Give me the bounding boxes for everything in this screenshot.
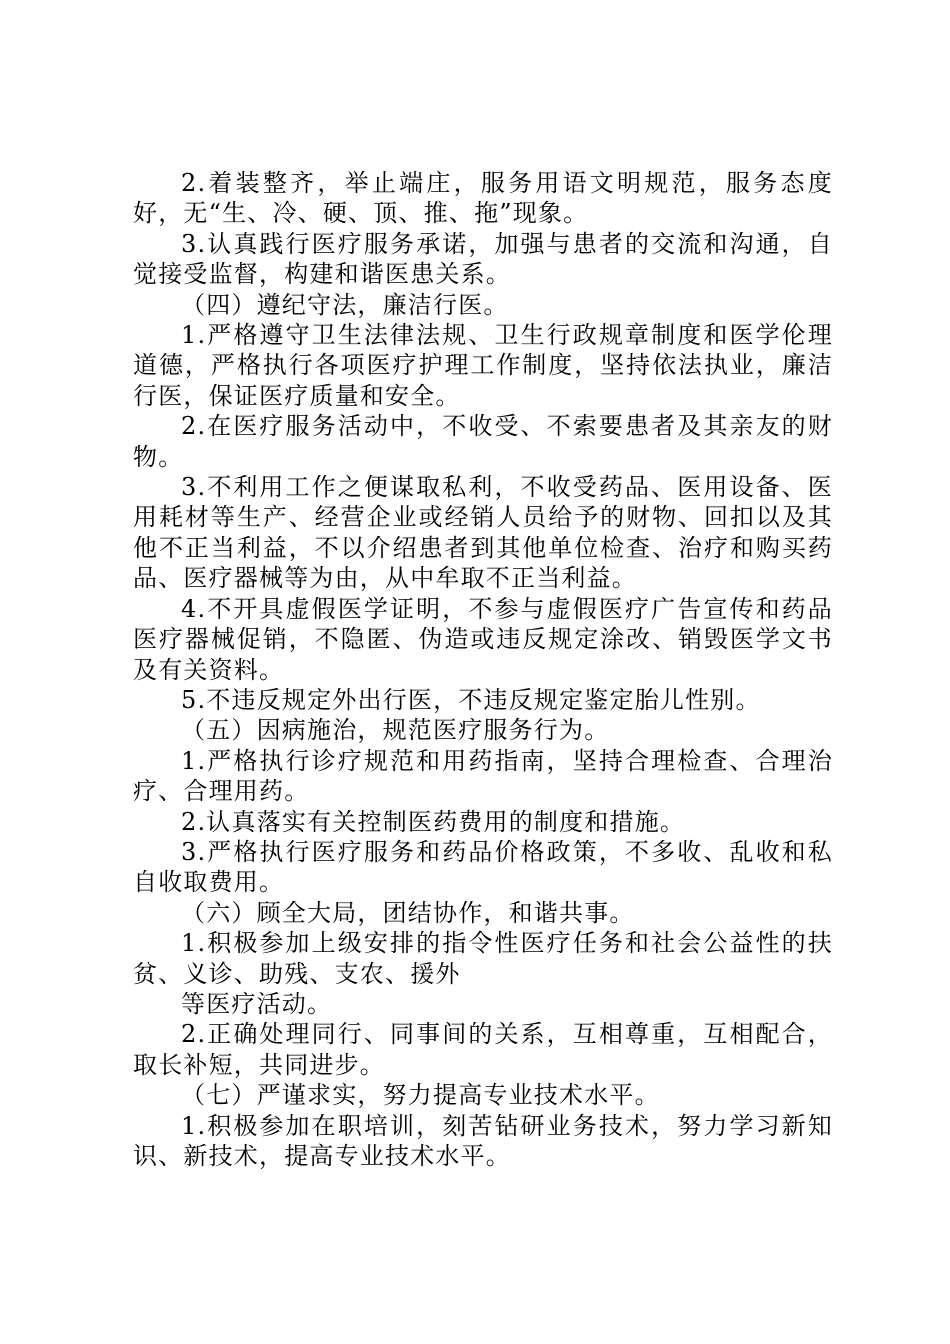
paragraph-item-1-public-welfare: 1.积极参加上级安排的指令性医疗任务和社会公益性的扶贫、义诊、助残、支农、援外 (133, 929, 833, 988)
paragraph-item-3-pricing: 3.严格执行医疗服务和药品价格政策，不多收、乱收和私自收取费用。 (133, 837, 833, 897)
section-heading-5: （五）因病施治，规范医疗服务行为。 (181, 716, 610, 745)
paragraph-item-1-guidelines: 1.严格执行诊疗规范和用药指南，坚持合理检查、合理治疗、合理用药。 (133, 746, 833, 806)
paragraph-item-2-colleagues: 2.正确处理同行、同事间的关系，互相尊重，互相配合，取长补短，共同进步。 (133, 1020, 833, 1079)
paragraph-continuation: 等医疗活动。 (181, 989, 333, 1018)
paragraph-item-3-service-promise: 3.认真践行医疗服务承诺，加强与患者的交流和沟通，自觉接受监督，构建和谐医患关系。 (133, 229, 833, 289)
paragraph-item-5-no-outside-practice: 5.不违反规定外出行医，不违反规定鉴定胎儿性别。 (181, 685, 761, 714)
paragraph-item-2-cost-control: 2.认真落实有关控制医药费用的制度和措施。 (181, 807, 686, 836)
paragraph-item-2-no-gifts: 2.在医疗服务活动中，不收受、不索要患者及其亲友的财物。 (133, 412, 833, 471)
paragraph-item-1-training: 1.积极参加在职培训，刻苦钻研业务技术，努力学习新知识、新技术，提高专业技术水平。 (133, 1111, 833, 1170)
document-body (133, 168, 833, 1171)
paragraph-item-3-no-private-gain: 3.不利用工作之便谋取私利，不收受药品、医用设备、医用耗材等生产、经营企业或经销人员给予的财物、回扣以及其他不正当利益，不以介绍患者到其他单位检查、治疗和购买药品、医疗器械等为由，从中牟取不正当利益。 (133, 473, 833, 593)
section-heading-7: （七）严谨求实，努力提高专业技术水平。 (181, 1081, 660, 1110)
paragraph-item-4-no-false-certificates: 4.不开具虚假医学证明，不参与虚假医疗广告宣传和药品医疗器械促销，不隐匿、伪造或违反规定涂改、销毁医学文书及有关资料。 (133, 594, 833, 684)
section-heading-6: （六）顾全大局，团结协作，和谐共事。 (181, 898, 635, 927)
paragraph-item-2-attire: 2.着装整齐，举止端庄，服务用语文明规范，服务态度好，无“生、冷、硬、顶、推、拖”现象。 (133, 169, 833, 228)
paragraph-item-1-laws: 1.严格遵守卫生法律法规、卫生行政规章制度和医学伦理道德，严格执行各项医疗护理工作制度，坚持依法执业，廉洁行医，保证医疗质量和安全。 (133, 321, 833, 410)
section-heading-4: （四）遵纪守法，廉洁行医。 (181, 290, 509, 319)
